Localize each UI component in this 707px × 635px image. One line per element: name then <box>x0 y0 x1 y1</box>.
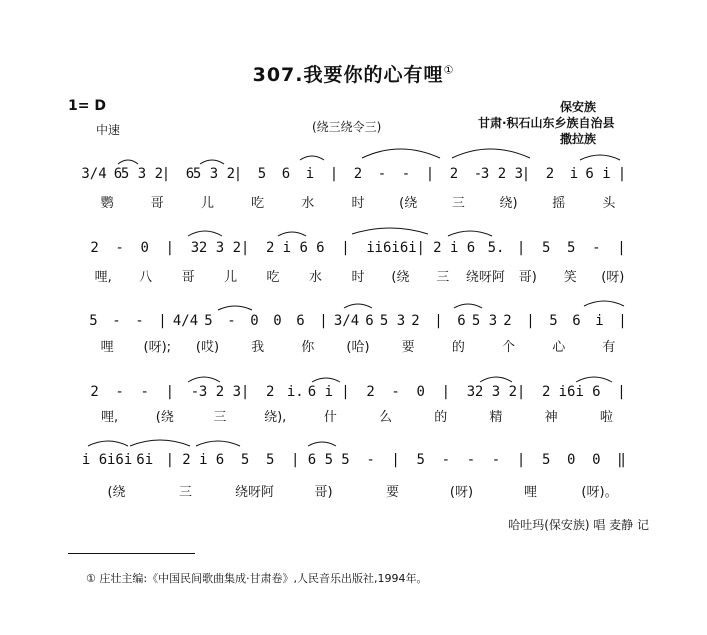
note: 3/4 <box>81 166 107 182</box>
note: 2 <box>411 313 420 329</box>
credit-line: 哈吐玛(保安族) 唱 麦静 记 <box>508 518 649 532</box>
lyric: 哩 <box>100 340 114 355</box>
lyric: 精 <box>489 410 503 425</box>
note: 2 i <box>182 452 208 468</box>
note: 0 <box>416 384 425 400</box>
note: 5 <box>541 240 551 256</box>
lyric: 哥) <box>518 270 537 285</box>
note: 2 3 2 <box>474 384 518 400</box>
lyric: 么 <box>379 410 393 425</box>
note: i <box>366 240 375 256</box>
bar-line: | <box>291 452 300 468</box>
note: - <box>441 452 451 468</box>
note: i 6 <box>81 452 108 468</box>
lyric: 头 <box>602 196 616 211</box>
lyric: 神 <box>544 410 558 425</box>
origin-place: 甘肃·积石山东乡族自治县 <box>478 116 615 130</box>
lyric: (呀)。 <box>581 485 618 500</box>
song-title-text: 307.我要你的心有哩 <box>252 64 444 86</box>
note: 5 <box>341 452 350 468</box>
note: 6 <box>296 313 305 329</box>
note: 5 <box>240 452 250 468</box>
lyric: (绕 <box>107 485 126 500</box>
bar-line: | <box>165 384 175 400</box>
lyric: 绕) <box>499 196 518 211</box>
note: - <box>366 452 375 468</box>
lyric: (呀); <box>143 340 172 355</box>
bar-line: | <box>521 166 531 182</box>
slur <box>130 440 190 446</box>
note: 6 <box>466 240 476 256</box>
lyric: 三 <box>178 485 193 500</box>
note: 6 5 <box>307 452 334 468</box>
slur <box>308 442 336 446</box>
bar-line: | <box>341 240 350 256</box>
tempo-marking: 中速 <box>96 123 121 137</box>
note: 3 <box>466 384 476 400</box>
note: i 6 <box>282 240 308 256</box>
lyric: 吃 <box>266 270 280 285</box>
note: 5 <box>541 452 551 468</box>
lyric: 八 <box>139 270 153 285</box>
lyrics-row <box>82 266 634 286</box>
lyric: 水 <box>301 196 315 211</box>
lyrics-row <box>82 406 634 426</box>
note: 2 <box>265 384 275 400</box>
note: i6i <box>558 384 584 400</box>
note: 5 <box>257 166 267 182</box>
note: 6i <box>136 452 154 468</box>
note: - <box>473 166 483 182</box>
notation-row <box>82 240 634 266</box>
bar-line: | <box>329 166 339 182</box>
note: 6 <box>365 313 374 329</box>
footnote-text: ① 庄壮主编:《中国民间歌曲集成·甘肃卷》,人民音乐出版社,1994年。 <box>86 572 428 585</box>
lyric: 你 <box>301 340 315 355</box>
bar-line: | <box>240 240 250 256</box>
note: 5 3 <box>379 313 406 329</box>
lyrics-row <box>82 192 634 212</box>
bar-line: | <box>516 384 526 400</box>
slur <box>584 301 624 306</box>
note: 5 <box>549 313 558 329</box>
slur <box>88 441 128 446</box>
note: 5 3 2 <box>192 166 236 182</box>
lyric: 我 <box>251 340 265 355</box>
note: 6 <box>572 313 581 329</box>
bar-line: | <box>416 240 425 256</box>
note: i <box>595 313 604 329</box>
note: 6 <box>316 240 325 256</box>
note: 2 <box>541 384 551 400</box>
notation-row <box>82 452 634 478</box>
note: i. <box>286 384 304 400</box>
lyric: 绕呀阿 <box>234 485 275 500</box>
note: 6 <box>113 166 123 182</box>
bar-line: | <box>240 384 250 400</box>
slur <box>196 441 240 446</box>
lyric: 要 <box>401 340 415 355</box>
slur <box>576 377 612 382</box>
lyric: (哈) <box>346 340 370 355</box>
lyric: 的 <box>451 340 465 355</box>
lyric: 要 <box>385 485 400 500</box>
slur <box>278 232 306 236</box>
note: 5 <box>265 452 275 468</box>
lyric: 心 <box>552 340 566 355</box>
lyric: 水 <box>309 270 323 285</box>
lyric: 笑 <box>563 270 577 285</box>
lyric: 吃 <box>251 196 265 211</box>
note: i <box>569 166 579 182</box>
bar-line: | <box>617 384 626 400</box>
note: i6i6i <box>374 240 417 256</box>
slur <box>344 304 372 308</box>
note: 5. <box>487 240 505 256</box>
footnote-marker: ① <box>443 63 455 77</box>
lyric: 什 <box>323 410 337 425</box>
lyric: 时 <box>351 270 365 285</box>
note: - <box>112 313 121 329</box>
lyric: 绕), <box>264 410 287 425</box>
slur <box>580 155 620 160</box>
lyric: 有 <box>602 340 616 355</box>
slur <box>362 149 440 158</box>
lyric: 儿 <box>200 196 214 211</box>
lyric: 哩, <box>101 410 119 425</box>
slur <box>188 231 222 236</box>
lyric: 摇 <box>552 196 566 211</box>
note: - <box>135 313 144 329</box>
note: 0 <box>567 452 576 468</box>
note: 2 <box>90 384 99 400</box>
bar-line: | <box>516 452 526 468</box>
note: 5 <box>416 452 425 468</box>
slur <box>218 306 252 310</box>
note: 2 <box>90 240 99 256</box>
lyric: 哥 <box>150 196 164 211</box>
bar-line: ‖ <box>617 452 626 468</box>
lyric: 儿 <box>224 270 238 285</box>
lyric: 个 <box>502 340 516 355</box>
note: 6 <box>215 452 225 468</box>
song-title <box>0 60 707 87</box>
note: - <box>466 452 476 468</box>
lyric: (绕 <box>391 270 410 285</box>
bar-line: | <box>441 384 451 400</box>
bar-line: | <box>617 240 626 256</box>
note: i <box>305 166 315 182</box>
bar-line: | <box>425 166 435 182</box>
note: 6 <box>592 384 601 400</box>
note: 2 <box>265 240 275 256</box>
note: 5 <box>89 313 98 329</box>
bar-line: | <box>618 313 627 329</box>
lyric: 鹦 <box>100 196 114 211</box>
slur <box>300 156 324 160</box>
note: - <box>140 384 149 400</box>
note: - <box>115 240 124 256</box>
lyric: (呀) <box>449 485 474 500</box>
lyric: 绕呀阿 <box>465 270 505 285</box>
notation-row <box>82 166 634 192</box>
bar-line: | <box>165 240 175 256</box>
note: i6i <box>106 452 133 468</box>
note: 2 <box>503 313 512 329</box>
note: 5 3 <box>471 313 498 329</box>
note: 5 3 2 <box>120 166 164 182</box>
note: 0 <box>273 313 282 329</box>
note: - <box>377 166 387 182</box>
slur <box>452 149 530 158</box>
bar-line: | <box>516 240 526 256</box>
bar-line: | <box>319 313 328 329</box>
note: 6 <box>281 166 291 182</box>
lyric: 哥) <box>314 485 333 500</box>
note: 6 i <box>585 166 611 182</box>
lyric: (哎) <box>195 340 220 355</box>
origin-ethnicity-bottom: 撒拉族 <box>560 132 597 146</box>
bar-line: | <box>341 384 350 400</box>
lyrics-row <box>82 336 634 356</box>
bar-line: | <box>165 452 175 468</box>
note: - <box>491 452 501 468</box>
lyrics-row <box>82 481 634 501</box>
note: 0 <box>250 313 259 329</box>
slur <box>480 377 512 382</box>
note: 2 3 2 <box>198 240 242 256</box>
lyric: 的 <box>434 410 448 425</box>
bar-line: | <box>434 313 443 329</box>
lyric: 哩, <box>94 270 112 285</box>
lyric: 啦 <box>599 410 613 425</box>
tune-name: (绕三绕令三) <box>312 120 382 134</box>
bar-line: | <box>233 166 243 182</box>
lyric: 三 <box>213 410 227 425</box>
slur <box>448 231 492 236</box>
slur <box>454 304 482 308</box>
slur <box>188 377 220 382</box>
note: 3 2 3 <box>480 166 524 182</box>
lyric: (呀) <box>601 270 625 285</box>
slur <box>352 228 428 234</box>
note: 2 <box>366 384 375 400</box>
lyric: 三 <box>451 196 465 211</box>
lyric: 哥 <box>181 270 195 285</box>
slur <box>200 160 224 164</box>
bar-line: | <box>158 313 167 329</box>
note: 0 <box>140 240 149 256</box>
note: 5 <box>567 240 576 256</box>
note: 2 <box>353 166 363 182</box>
note: 0 <box>592 452 601 468</box>
note: 4/4 <box>172 313 199 329</box>
lyric: (绕 <box>399 196 418 211</box>
note: 6 <box>185 166 195 182</box>
slur <box>312 378 340 382</box>
key-signature: 1= D <box>68 98 106 114</box>
lyric: 三 <box>436 270 450 285</box>
slur <box>118 160 138 164</box>
bar-line: | <box>161 166 171 182</box>
bar-line: | <box>526 313 535 329</box>
note: 3/4 <box>333 313 360 329</box>
note: 2 <box>545 166 555 182</box>
bar-line: | <box>617 166 627 182</box>
note: - <box>190 384 200 400</box>
note: - <box>227 313 236 329</box>
note: - <box>592 240 601 256</box>
bar-line: | <box>391 452 400 468</box>
lyric: (绕 <box>155 410 174 425</box>
note: 2 i <box>433 240 459 256</box>
note: 3 2 3 <box>198 384 242 400</box>
origin-ethnicity-top: 保安族 <box>560 100 597 114</box>
note: 5 <box>204 313 213 329</box>
lyric: 时 <box>351 196 365 211</box>
note: 6 i <box>307 384 334 400</box>
lyric: 哩 <box>523 485 538 500</box>
note: - <box>115 384 124 400</box>
note: 3 <box>190 240 200 256</box>
note: 6 <box>457 313 466 329</box>
note: 2 <box>449 166 459 182</box>
note: - <box>401 166 411 182</box>
footnote-divider <box>68 553 195 554</box>
note: - <box>391 384 400 400</box>
